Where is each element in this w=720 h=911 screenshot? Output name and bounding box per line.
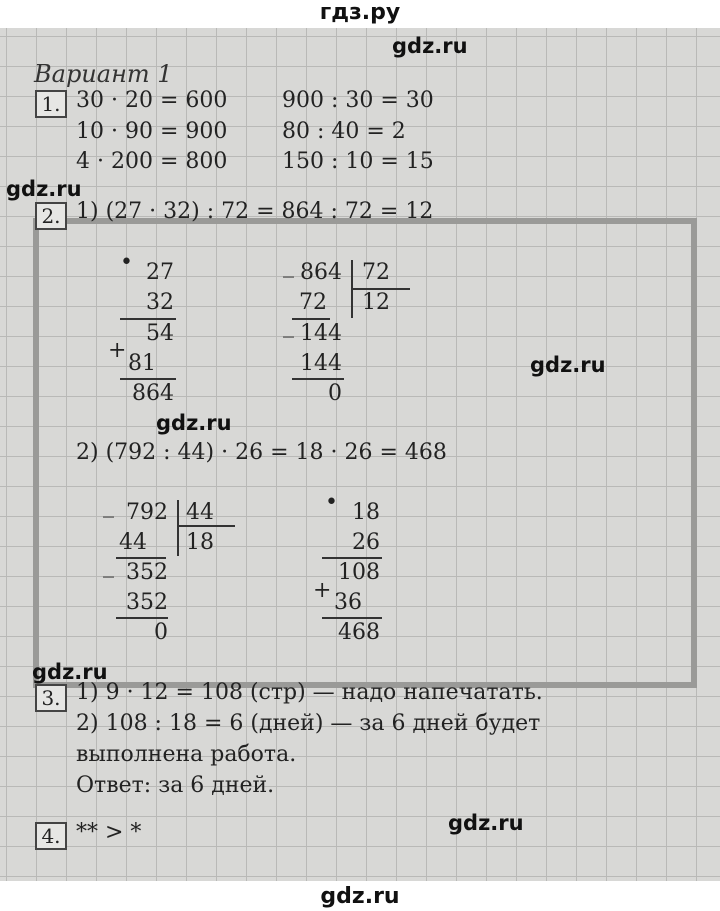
div1-remainder: 0: [328, 381, 342, 406]
task2-part1-line: 1) (27 · 32) : 72 = 864 : 72 = 12: [76, 199, 434, 224]
mult1-b: 32: [146, 290, 174, 315]
div2-quotient: 18: [186, 530, 214, 555]
div2-hline: [179, 525, 235, 527]
div1-line2: [292, 378, 344, 380]
div2-s1: 44: [119, 530, 147, 555]
div2-dividend: 792: [126, 500, 168, 525]
div1-minus: _: [283, 253, 294, 278]
task1-right-1: 900 : 30 = 30: [282, 88, 434, 113]
mult1-line1: [120, 318, 176, 320]
mult2-p1: 108: [338, 560, 380, 585]
div1-dividend: 864: [300, 260, 342, 285]
mult1-a: 27: [146, 260, 174, 285]
div1-r1: 144: [300, 321, 342, 346]
task3-line-2: 2) 108 : 18 = 6 (дней) — за 6 дней будет: [76, 711, 541, 736]
watermark: gdz.ru: [156, 411, 232, 435]
task4-text: ** > *: [76, 820, 142, 845]
mult2-b: 26: [352, 530, 380, 555]
mult2-result: 468: [338, 620, 380, 645]
task1-number: 1.: [35, 90, 67, 118]
task3-line-3: выполнена работа.: [76, 742, 297, 767]
task3-line-1: 1) 9 · 12 = 108 (стр) — надо напечатать.: [76, 680, 543, 705]
watermark: gdz.ru: [448, 811, 524, 835]
watermark: gdz.ru: [32, 660, 108, 684]
task1-left-2: 10 · 90 = 900: [76, 119, 228, 144]
task4-number: 4.: [35, 822, 67, 850]
div2-divisor: 44: [186, 500, 214, 525]
task2-part2-line: 2) (792 : 44) · 26 = 18 · 26 = 468: [76, 440, 447, 465]
task3-answer: Ответ: за 6 дней.: [76, 773, 275, 798]
div2-line1: [116, 557, 166, 559]
div2-remainder: 0: [154, 620, 168, 645]
variant-title: Вариант 1: [34, 60, 173, 88]
mult1-line2: [120, 378, 176, 380]
task1-right-2: 80 : 40 = 2: [282, 119, 406, 144]
mult1-plus: +: [108, 338, 127, 363]
div1-divisor: 72: [362, 260, 390, 285]
site-header: гдз.ру: [319, 0, 401, 25]
task1-right-3: 150 : 10 = 15: [282, 149, 434, 174]
div2-s2: 352: [126, 590, 168, 615]
mult2-line2: [322, 617, 382, 619]
task1-left-1: 30 · 20 = 600: [76, 88, 228, 113]
watermark: gdz.ru: [6, 177, 82, 201]
mult1-result: 864: [132, 381, 174, 406]
mult2-p2: 36: [334, 590, 362, 615]
task2-number: 2.: [35, 202, 67, 230]
mult2-dot: •: [325, 490, 338, 515]
mult2-a: 18: [352, 500, 380, 525]
div2-vline: [177, 500, 179, 556]
div1-s2: 144: [300, 351, 342, 376]
div1-line1: [292, 318, 330, 320]
task1-left-3: 4 · 200 = 800: [76, 149, 228, 174]
div1-s1: 72: [299, 290, 327, 315]
div2-minus: _: [103, 493, 114, 518]
div2-minus2: _: [103, 553, 114, 578]
mult1-dot: •: [120, 250, 133, 275]
site-footer: gdz.ru: [320, 884, 400, 909]
mult1-p2: 81: [128, 351, 156, 376]
watermark: gdz.ru: [530, 353, 606, 377]
notebook-page: [0, 28, 720, 881]
watermark: gdz.ru: [392, 34, 468, 58]
div2-line2: [116, 617, 168, 619]
mult2-line1: [322, 557, 382, 559]
task3-number: 3.: [35, 684, 67, 712]
div2-r1: 352: [126, 560, 168, 585]
div1-minus2: _: [283, 313, 294, 338]
mult2-plus: +: [313, 578, 332, 603]
div1-quotient: 12: [362, 290, 390, 315]
mult1-p1: 54: [146, 321, 174, 346]
